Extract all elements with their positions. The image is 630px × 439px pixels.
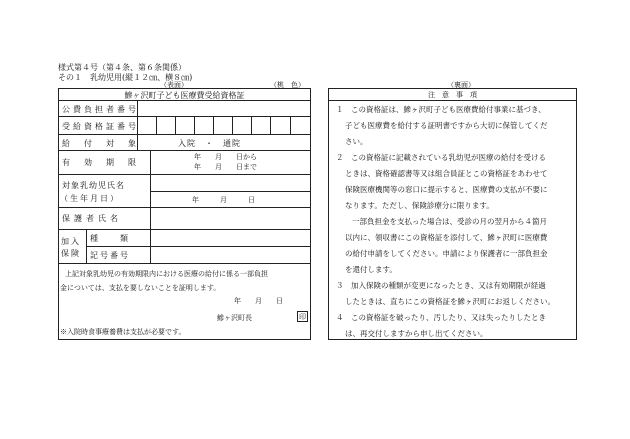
note-line: ３ 加入保険の種類が変更になったとき、又は有効期限が経過 [336,281,546,290]
certification-text-line2: 金については、支払を要しないことを証明します。 [60,284,221,292]
row-divider [58,134,311,135]
note-line: ２ この資格証に記載されている乳幼児が医療の給付を受ける [336,153,546,162]
certification-text-line1: 上記対象乳幼児の有効期限内における医療の給付に係る一部負担 [65,270,268,278]
validity-to: 年 月 日まで [194,163,257,171]
birthdate-label: （生年月日） [60,194,120,203]
row-divider [58,263,311,264]
row-divider [58,100,311,101]
note-line: １ この資格証は、鰺ヶ沢町子ども医療費給付事業に基づき、 [336,105,546,114]
note-line: は、再交付しますから申し出てください。 [345,329,488,338]
issuer-name: 鰺ヶ沢町長 [217,314,252,322]
note-line: ときは、資格確認書等又は組合員証とこの資格証をあわせて [345,169,548,178]
digit-cell-divider [156,116,157,134]
row-divider [58,150,311,151]
recipient-number-label: 受給資格証番号 [62,122,139,131]
child-name-label: 対象乳幼児氏名 [62,181,125,190]
row-divider [58,174,311,175]
notes-title: 注 意 事 項 [428,91,477,99]
row-divider [86,246,311,247]
guardian-name-label: 保護者氏名 [62,214,122,223]
insurance-label: 加入保険 [61,237,81,258]
note-line: 保険医療機関等の窓口に提示すると、医療費の支払が不要に [345,185,548,194]
digit-cell-divider [232,116,233,134]
form-number: 様式第４号（第４条、第６条関係） [58,63,186,72]
note-line: ４ この資格証を破ったり、汚したり、又は失ったりしたとき [336,313,546,322]
row-divider [58,116,311,117]
row-divider [58,207,311,208]
card-title: 鰺ヶ沢町子ども医療費受給資格証 [124,91,245,100]
row-divider [58,229,311,230]
meal-cost-footnote: ※入院時食事療養費は支払が必要です。 [60,328,186,336]
issue-date: 年 月 日 [234,297,283,305]
note-line: なります。ただし、保険診療分に限ります。 [345,201,494,210]
digit-cell-divider [251,116,252,134]
column-divider [86,229,87,263]
insurance-symbol-label: 記号番号 [90,251,130,260]
form-subtitle: その１ 乳幼児用(縦１２㎝、横８㎝) [58,73,193,82]
card-color-note: （桃 色） [270,81,305,89]
front-side-label: （表面） [160,81,188,89]
payer-number-label: 公費負担者番号 [62,105,139,114]
note-line: 以内に、領収書にこの資格証を添付して、鰺ヶ沢町に医療費 [345,233,548,242]
coverage-label: 給 付 対 象 [62,139,139,148]
validity-from: 年 月 日から [194,153,257,161]
note-line: の給付申請をしてください。申請により保護者に一部負担金 [345,249,548,258]
digit-cell-divider [290,116,291,134]
column-divider [150,150,151,263]
note-line: 一部負担金を支払った場合は、受診の月の翌月から４箇月 [352,217,547,226]
validity-label: 有 効 期 限 [62,158,139,167]
note-line: したときは、直ちにこの資格証を鰺ヶ沢町にお返しください。 [345,297,555,306]
digit-cell-divider [175,116,176,134]
birthdate-value: 年 月 日 [192,196,255,204]
row-divider [150,191,311,192]
coverage-value: 入院 ・ 通院 [178,139,241,148]
digit-cell-divider [270,116,271,134]
digit-cell-divider [194,116,195,134]
insurance-type-label: 種 類 [90,234,130,243]
note-line: を還付します。 [345,265,397,274]
note-line: さい。 [345,137,368,146]
note-line: 子ども医療費を給付する証明書ですから大切に保管してくだ [345,121,548,130]
back-side-label: （裏面） [447,81,475,89]
digit-cell-divider [213,116,214,134]
notes-title-divider [328,100,577,101]
seal-mark: 印 [299,313,306,321]
